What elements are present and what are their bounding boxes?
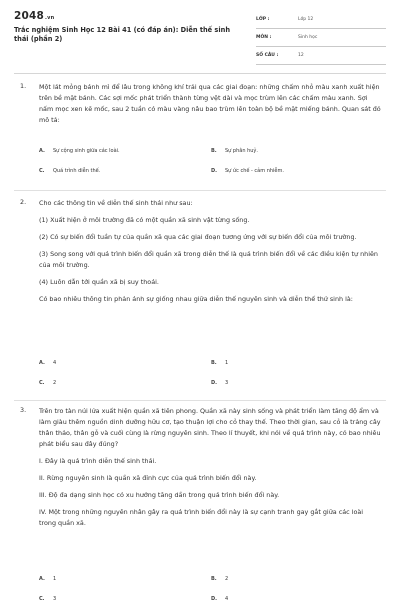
question-body — [39, 198, 381, 305]
option-text: 3 — [53, 596, 57, 602]
question-number: 3. — [20, 406, 27, 414]
page-header — [14, 10, 386, 68]
option-letter: C. — [39, 380, 45, 386]
meta-value: Lớp 12 — [298, 17, 314, 22]
option-d[interactable] — [211, 596, 381, 602]
option-text: Sự phân huỷ. — [225, 148, 258, 154]
question-divider — [14, 400, 386, 401]
meta-label: SỐ CÂU : — [256, 53, 279, 58]
option-text: 1 — [53, 576, 57, 582]
statement: I. Đây là quá trình diễn thế sinh thái. — [39, 457, 157, 465]
question-body — [39, 406, 381, 529]
statement: III. Độ đa dạng sinh học có xu hướng tăng dần trong quá trình biến đổi này. — [39, 491, 280, 499]
option-text: 2 — [53, 380, 57, 386]
option-b[interactable] — [211, 576, 381, 582]
option-b[interactable] — [211, 148, 381, 154]
meta-value: Sinh học — [298, 35, 318, 40]
meta-row-subject — [256, 32, 386, 47]
option-letter: A. — [39, 360, 45, 366]
statement: (2) Có sự biến đổi tuần tự của quần xã qua các giai đoạn tương ứng với sự biến đổi của môi trường. — [39, 233, 357, 241]
option-d[interactable] — [211, 168, 381, 174]
statement: II. Rừng nguyên sinh là quần xã đỉnh cực của quá trình biến đổi này. — [39, 474, 257, 482]
option-a[interactable] — [39, 360, 209, 366]
meta-row-class — [256, 14, 386, 29]
option-a[interactable] — [39, 576, 209, 582]
option-letter: D. — [211, 168, 218, 174]
question-body — [39, 82, 381, 126]
option-letter: B. — [211, 148, 217, 154]
option-text: 4 — [225, 596, 229, 602]
option-text: Quá trình diễn thế. — [53, 168, 101, 174]
option-text: 2 — [225, 576, 229, 582]
question-divider — [14, 190, 386, 191]
option-letter: B. — [211, 576, 217, 582]
option-c[interactable] — [39, 380, 209, 386]
brand-name: 2048 — [14, 10, 45, 22]
question-text: Cho các thông tin về diễn thế sinh thái như sau: — [39, 199, 193, 207]
option-text: 1 — [225, 360, 229, 366]
statement: (4) Luôn dẫn tới quần xã bị suy thoái. — [39, 278, 159, 286]
option-text: Sự ức chế - cảm nhiễm. — [225, 168, 284, 174]
question-number: 1. — [20, 82, 27, 90]
meta-row-count — [256, 50, 386, 65]
meta-value: 12 — [298, 53, 304, 58]
question-number: 2. — [20, 198, 27, 206]
site-logo[interactable] — [14, 10, 54, 22]
option-text: 3 — [225, 380, 229, 386]
statement: IV. Một trong những nguyên nhân gây ra quá trình biến đổi này là sự cạnh tranh gay gắt giữa các loài trong quần xã. — [39, 508, 364, 527]
option-b[interactable] — [211, 360, 381, 366]
page-title: Trắc nghiệm Sinh Học 12 Bài 41 (có đáp án): Diễn thế sinh thái (phần 2) — [14, 26, 231, 43]
option-a[interactable] — [39, 148, 209, 154]
header-divider — [14, 73, 386, 74]
option-c[interactable] — [39, 596, 209, 602]
option-letter: B. — [211, 360, 217, 366]
question-text: Một lát mỏng bánh mì để lâu trong không khí trải qua các giai đoạn: những chấm nhỏ màu xanh xuất hiện trên bề mặt bánh. Các sợi mốc phát triển thành từng vệt dài và mọc trùm lên các chấm màu xanh. Sợi nấm mọc xen kẽ mốc, sau 2 tuần có màu vàng nâu bao trùm lên toàn bộ bề mặt miếng bánh. Quan sát đó mô tả: — [39, 83, 381, 124]
brand-tld: .vn — [45, 15, 55, 21]
option-letter: C. — [39, 596, 45, 602]
option-letter: D. — [211, 380, 218, 386]
statement: (1) Xuất hiện ở môi trường đã có một quần xã sinh vật từng sống. — [39, 216, 250, 224]
option-letter: D. — [211, 596, 218, 602]
option-c[interactable] — [39, 168, 209, 174]
question-text: Trên tro tàn núi lửa xuất hiện quần xã tiên phong. Quần xã này sinh sống và phát triển làm tăng độ ẩm và làm giàu thêm nguồn dinh dưỡng hữu cơ, tạo thuận lợi cho cỏ thay thế. Theo thời gian, sau cỏ là trảng cây thân thảo, thân gỗ và cuối cùng là rừng nguyên sinh. Theo lí thuyết, khi nói về quá trình này, có bao nhiêu phát biểu sau đây đúng? — [39, 407, 381, 448]
quiz-meta — [256, 14, 386, 68]
option-d[interactable] — [211, 380, 381, 386]
question-prompt: Có bao nhiêu thông tin phản ánh sự giống nhau giữa diễn thế nguyên sinh và diễn thế thứ sinh là: — [39, 295, 353, 303]
option-text: Sự cộng sinh giữa các loài. — [53, 148, 120, 154]
option-letter: A. — [39, 576, 45, 582]
statement: (3) Song song với quá trình biến đổi quần xã trong diễn thế là quá trình biến đổi về các điều kiện tự nhiên của môi trường. — [39, 250, 378, 269]
option-text: 4 — [53, 360, 57, 366]
meta-label: MÔN : — [256, 35, 272, 40]
option-letter: A. — [39, 148, 45, 154]
option-letter: C. — [39, 168, 45, 174]
meta-label: LỚP : — [256, 17, 270, 22]
